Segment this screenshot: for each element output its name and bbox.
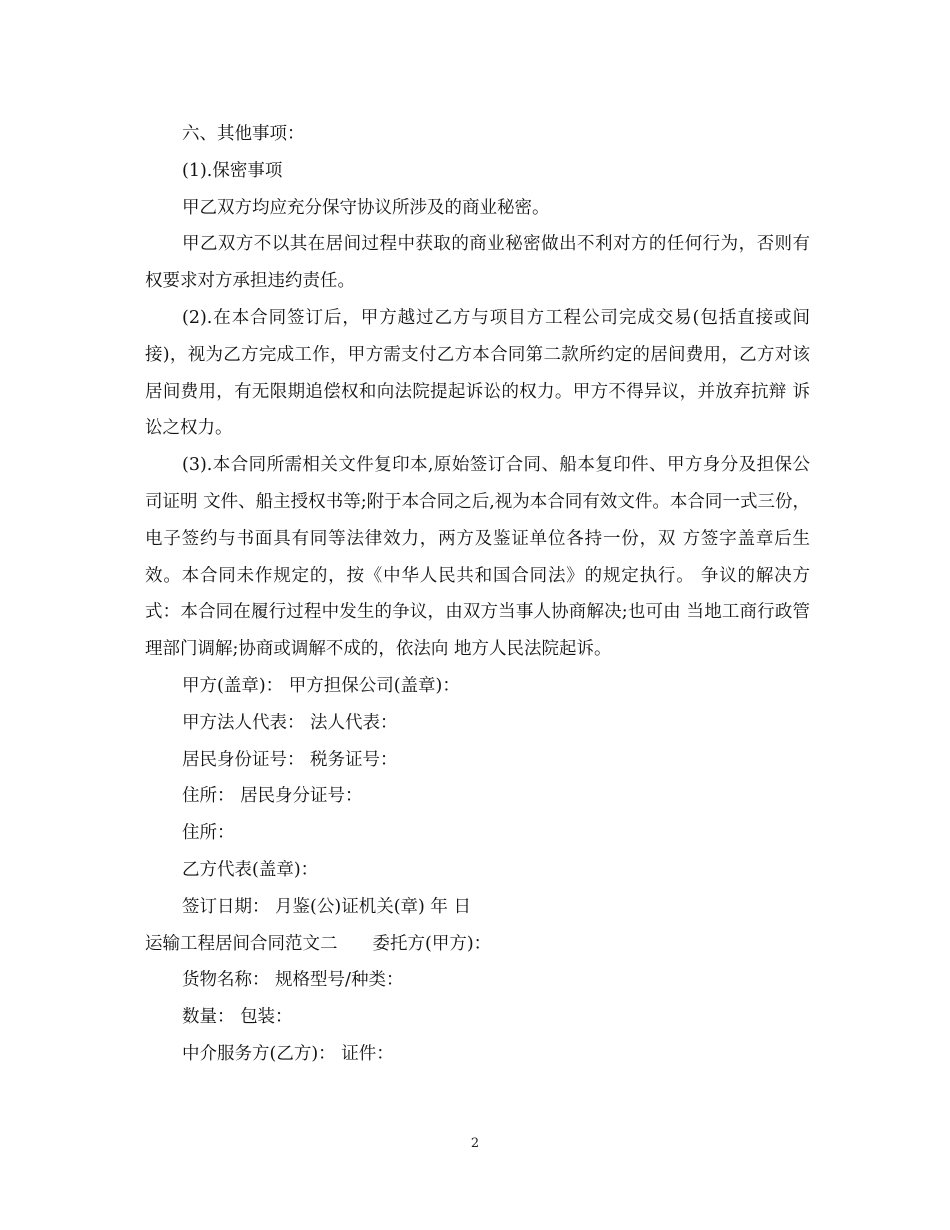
clause-bypass-transaction: (2).在本合同签订后，甲方越过乙方与项目方工程公司完成交易(包括直接或间接)，视为乙方完成工作，甲方需支付乙方本合同第二款所约定的居间费用，乙方对该居间费用，有无限期追偿权和向法院提起诉讼的权力。甲方不得异议，并放弃抗辩 诉讼之权力。 bbox=[145, 307, 810, 439]
second-contract-title: 运输工程居间合同范文二 bbox=[145, 933, 338, 954]
signature-party-a-legal-rep: 甲方法人代表： 法人代表： bbox=[182, 712, 398, 733]
second-contract-client: 委托方(甲方)： bbox=[372, 933, 492, 954]
signature-date: 签订日期： 月鉴(公)证机关(章) 年 日 bbox=[182, 896, 471, 917]
signature-party-b-seal: 乙方代表(盖章)： bbox=[182, 859, 319, 880]
clause-confidentiality-text-1: 甲乙双方均应充分保守协议所涉及的商业秘密。 bbox=[182, 197, 550, 218]
signature-id-number: 居民身份证号： 税务证号： bbox=[182, 749, 398, 770]
second-contract-title-line bbox=[145, 926, 810, 963]
signature-address-1: 住所： 居民身分证号： bbox=[182, 786, 363, 807]
signature-address-2: 住所： bbox=[182, 823, 235, 844]
second-contract-goods: 货物名称： 规格型号/种类： bbox=[182, 970, 404, 991]
document-body bbox=[145, 116, 810, 1073]
clause-confidentiality-heading: (1).保密事项 bbox=[182, 160, 283, 181]
page-number: 2 bbox=[470, 1136, 480, 1151]
clause-confidentiality-text-2: 甲乙双方不以其在居间过程中获取的商业秘密做出不利对方的任何行为，否则有权要求对方承担违约责任。 bbox=[145, 234, 810, 292]
clause-documents-and-disputes: (3).本合同所需相关文件复印本,原始签订合同、船本复印件、甲方身分及担保公司证明 文件、船主授权书等;附于本合同之后,视为本合同有效文件。本合同一式三份，电子签约与书面具有同等法律效力，两方及鉴证单位各持一份，双 方签字盖章后生效。本合同未作规定的，按《中华人民共和国合同法》的规定执行。 争议的解决方式：本合同在履行过程中发生的争议，由双方当事人协商解决;也可由 当地工商行政管理部门调解;协商或调解不成的，依法向 地方人民法院起诉。 bbox=[145, 455, 810, 660]
signature-party-a-seal: 甲方(盖章)： 甲方担保公司(盖章)： bbox=[182, 675, 460, 696]
section-heading-other-matters: 六、其他事项： bbox=[182, 124, 305, 144]
second-contract-intermediary: 中介服务方(乙方)： 证件： bbox=[182, 1043, 394, 1064]
second-contract-quantity: 数量： 包装： bbox=[182, 1007, 293, 1028]
